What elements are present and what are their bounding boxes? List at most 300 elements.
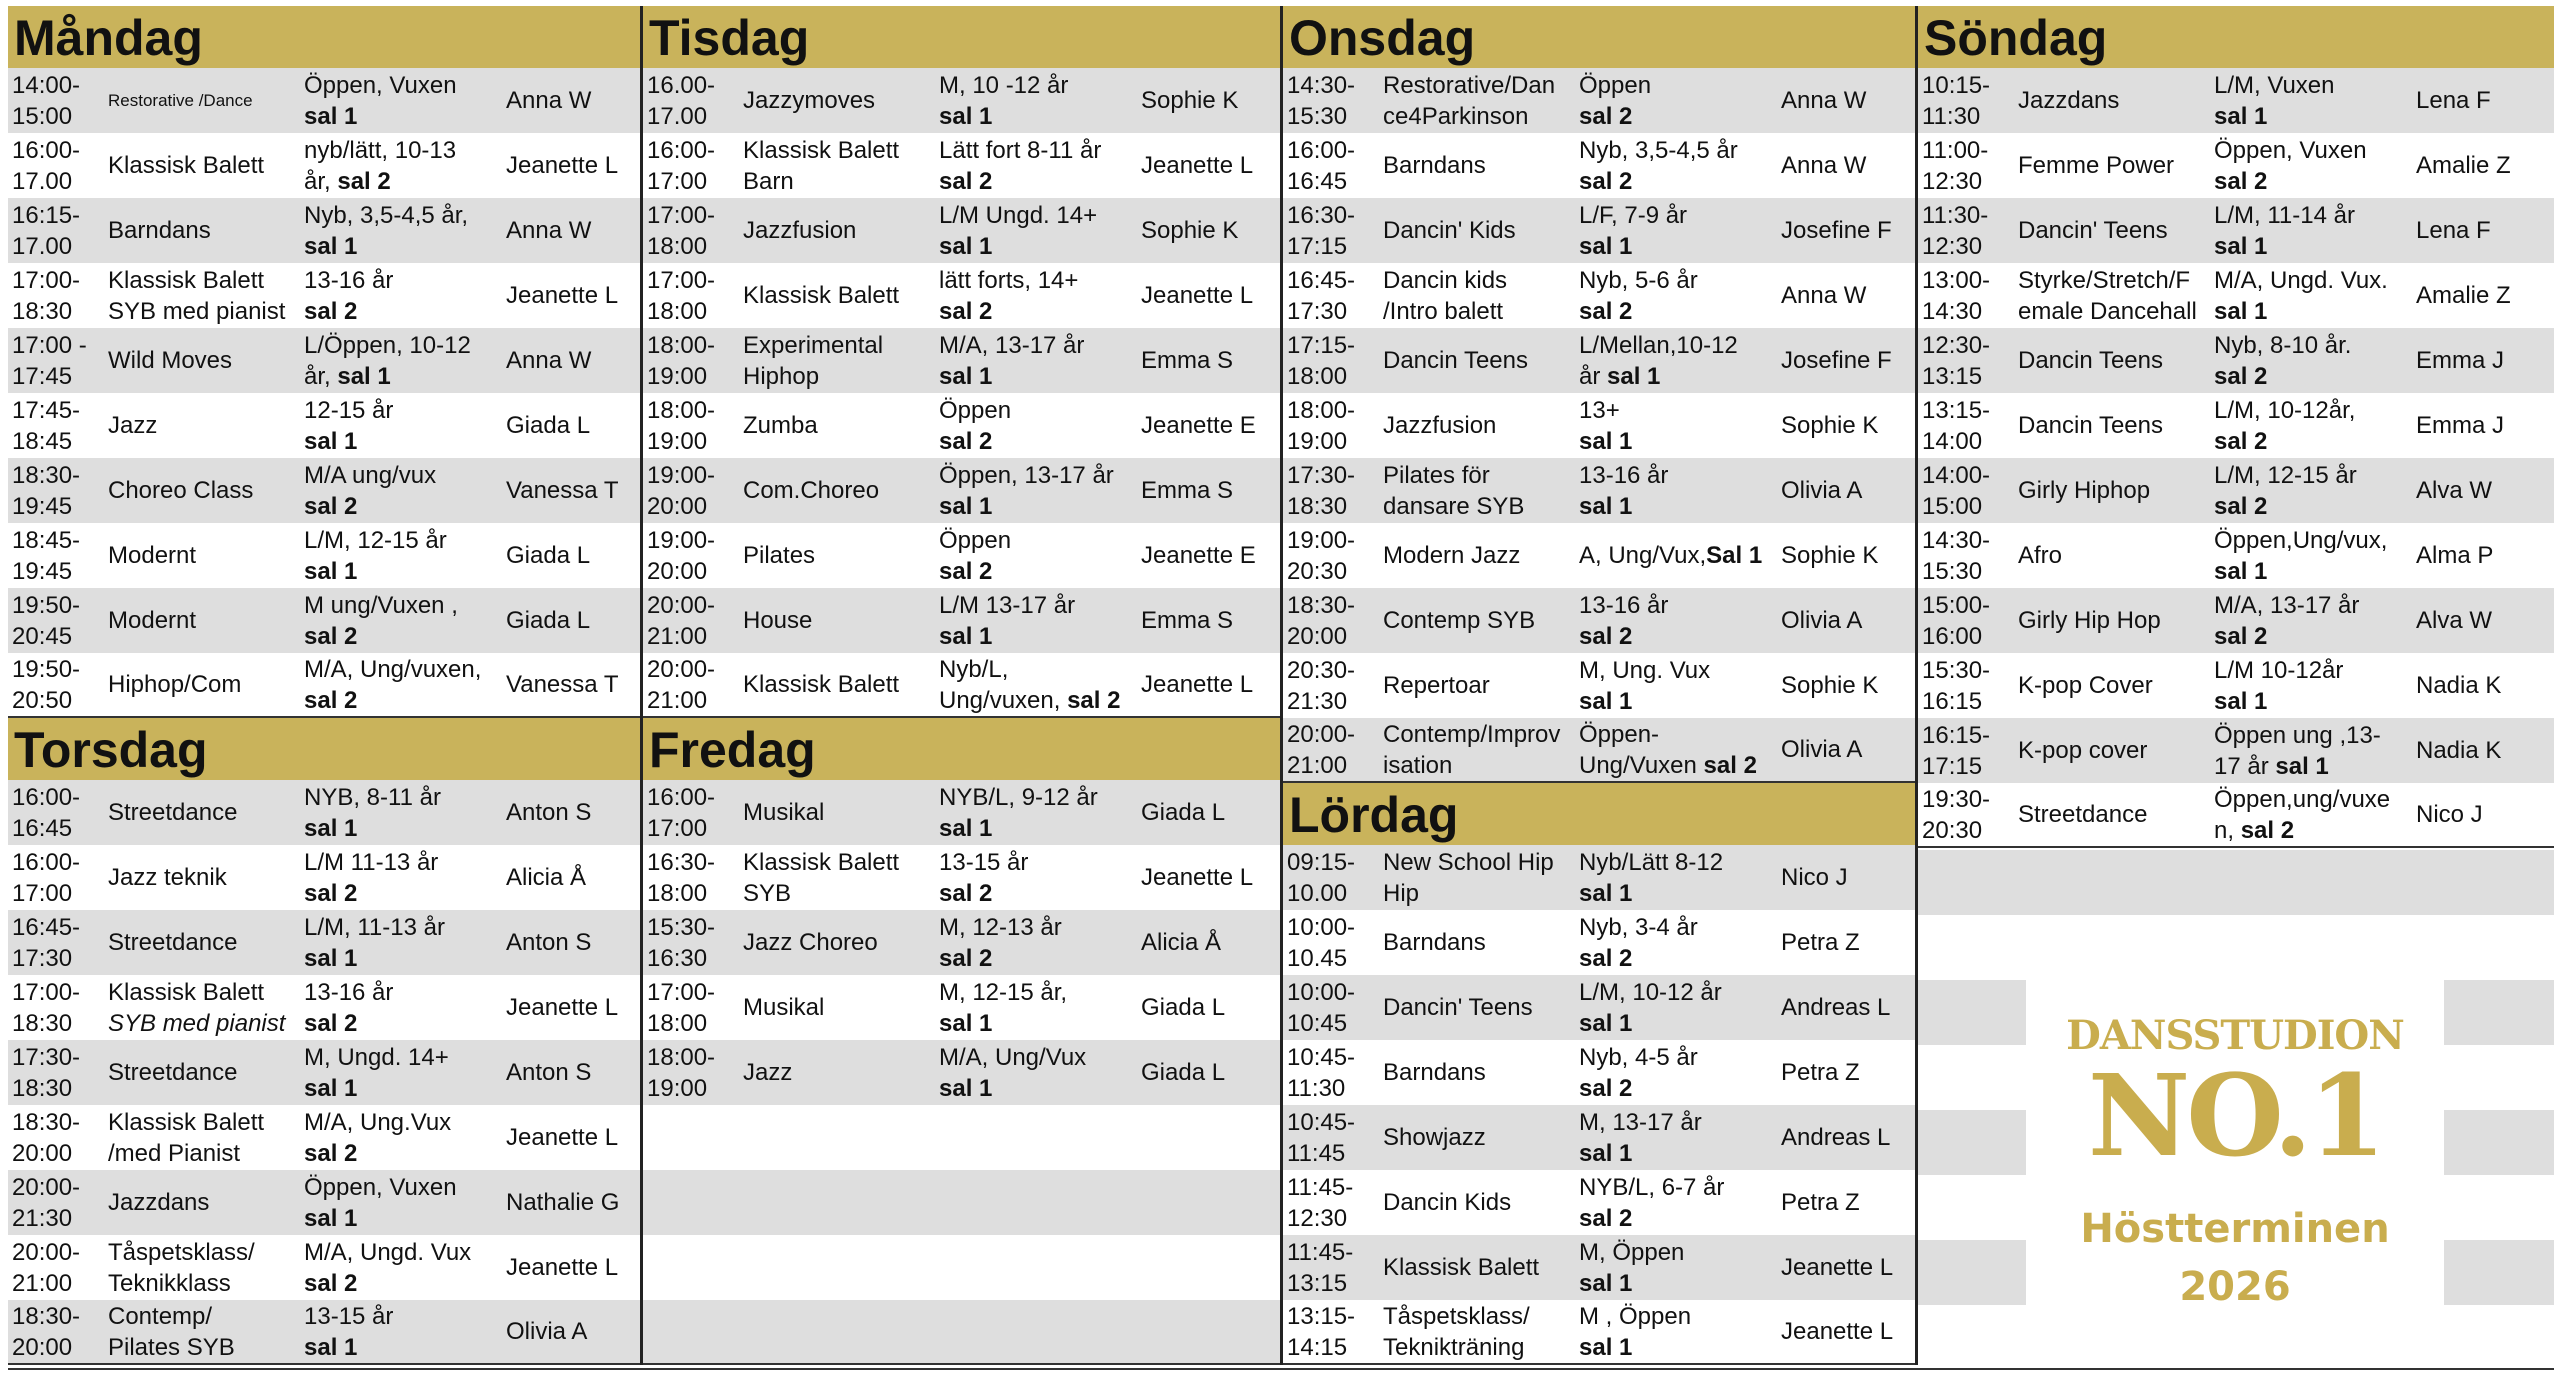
time-end: 17:15 bbox=[1922, 752, 1983, 780]
class-name bbox=[106, 1187, 304, 1218]
instructor-name: Petra Z bbox=[1781, 929, 1860, 956]
class-name bbox=[106, 85, 304, 116]
room-label: sal 1 bbox=[337, 362, 391, 390]
level-text: Öppen bbox=[939, 526, 1012, 554]
class-level bbox=[2214, 395, 2412, 457]
room-label: sal 1 bbox=[939, 362, 993, 390]
class-row bbox=[1918, 198, 2554, 263]
level-line1 bbox=[1579, 135, 1777, 166]
class-name-line2: /Intro balett bbox=[1383, 297, 1504, 325]
level-text: 13+ bbox=[1579, 396, 1620, 424]
time-end: 17:30 bbox=[1287, 297, 1348, 325]
level-text: M/A, Ung.Vux bbox=[304, 1108, 452, 1136]
class-time bbox=[1283, 912, 1381, 974]
class-time bbox=[1283, 200, 1381, 262]
level-text: L/Mellan,10-12 bbox=[1579, 331, 1738, 359]
class-name bbox=[741, 605, 939, 636]
level-line1 bbox=[2214, 590, 2412, 621]
class-name-line1: Jazzymoves bbox=[743, 87, 876, 114]
time-start: 19:30- bbox=[1922, 785, 1991, 813]
time-start: 16:00- bbox=[647, 136, 716, 164]
time-end: 18:30 bbox=[1287, 492, 1348, 520]
instructor-name: Anna W bbox=[1781, 282, 1867, 309]
class-name-line1: Styrke/Stretch/F bbox=[2018, 266, 2191, 294]
class-time bbox=[1918, 265, 2016, 327]
class-level bbox=[2214, 525, 2412, 587]
time-end: 19:00 bbox=[647, 427, 708, 455]
class-name bbox=[2016, 799, 2214, 830]
class-row bbox=[643, 133, 1280, 198]
instructor-name: Anna W bbox=[1781, 87, 1867, 114]
instructor-name: Alva W bbox=[2416, 607, 2493, 634]
room-label: sal 2 bbox=[304, 879, 358, 907]
instructor-name: Jeanette L bbox=[506, 994, 619, 1021]
instructor-name: Jeanette L bbox=[506, 152, 619, 179]
time-start: 18:00- bbox=[647, 331, 716, 359]
class-level bbox=[304, 782, 502, 844]
level-line1 bbox=[1579, 70, 1777, 101]
class-level bbox=[939, 330, 1137, 392]
level-text: L/M, 10-12 år bbox=[1579, 978, 1722, 1006]
class-time bbox=[643, 70, 741, 132]
level-line1 bbox=[1579, 1042, 1777, 1073]
room-label: sal 1 bbox=[939, 492, 993, 520]
class-name bbox=[2016, 670, 2214, 701]
class-name bbox=[1381, 1301, 1579, 1363]
class-row bbox=[8, 780, 640, 845]
class-time bbox=[8, 1107, 106, 1169]
time-start: 15:30- bbox=[1922, 656, 1991, 684]
class-name bbox=[1381, 70, 1579, 132]
level-line1 bbox=[304, 1172, 502, 1203]
instructor-name: Vanessa T bbox=[506, 671, 619, 698]
class-row bbox=[1918, 328, 2554, 393]
class-name-line1: Klassisk Balett bbox=[108, 152, 265, 179]
class-row bbox=[1918, 718, 2554, 783]
time-start: 16.00- bbox=[647, 71, 716, 99]
class-level bbox=[2214, 330, 2412, 392]
class-name-line1: Klassisk Balett bbox=[743, 848, 900, 876]
time-start: 19:50- bbox=[12, 591, 81, 619]
time-start: 20:30- bbox=[1287, 656, 1356, 684]
class-row bbox=[643, 393, 1280, 458]
instructor-name: Nadia K bbox=[2416, 672, 2502, 699]
level-text: 12-15 år bbox=[304, 396, 394, 424]
level-text: nyb/lätt, 10-13 bbox=[304, 136, 457, 164]
class-time bbox=[643, 395, 741, 457]
room-label: sal 2 bbox=[304, 1269, 358, 1297]
instructor-name: Andreas L bbox=[1781, 1124, 1891, 1151]
time-start: 14:00- bbox=[1922, 461, 1991, 489]
level-line1 bbox=[939, 912, 1137, 943]
instructor-name: Sophie K bbox=[1141, 217, 1239, 244]
class-row bbox=[1283, 1235, 1915, 1300]
level-line2 bbox=[304, 101, 502, 132]
room-label: sal 1 bbox=[1607, 362, 1661, 390]
class-name bbox=[1381, 719, 1579, 781]
instructor-name: Anna W bbox=[506, 217, 592, 244]
level-line2 bbox=[2214, 361, 2412, 392]
level-line2 bbox=[939, 878, 1137, 909]
level-text: lätt forts, 14+ bbox=[939, 266, 1079, 294]
time-start: 10:15- bbox=[1922, 71, 1991, 99]
instructor-name: Petra Z bbox=[1781, 1059, 1860, 1086]
class-name-line1: Experimental bbox=[743, 331, 884, 359]
level-line1 bbox=[304, 70, 502, 101]
class-row bbox=[8, 975, 640, 1040]
class-level bbox=[304, 590, 502, 652]
class-time bbox=[8, 912, 106, 974]
room-label: sal 2 bbox=[939, 427, 993, 455]
room-label: sal 2 bbox=[2214, 167, 2268, 195]
class-row bbox=[1283, 588, 1915, 653]
room-label: sal 1 bbox=[304, 1333, 358, 1361]
day-header: Måndag bbox=[8, 6, 640, 68]
level-line2 bbox=[1579, 231, 1777, 262]
instructor-name: Anton S bbox=[506, 1059, 592, 1086]
level-line1 bbox=[304, 1237, 502, 1268]
class-name bbox=[741, 475, 939, 506]
time-start: 16:00- bbox=[12, 136, 81, 164]
class-level bbox=[1579, 1172, 1777, 1234]
room-label: sal 1 bbox=[939, 1009, 993, 1037]
instructor-name: Jeanette L bbox=[1141, 152, 1254, 179]
class-name bbox=[1381, 992, 1579, 1023]
class-time bbox=[643, 912, 741, 974]
class-name bbox=[2016, 540, 2214, 571]
level-text: M, Öppen bbox=[1579, 1238, 1685, 1266]
level-text: Lätt fort 8-11 år bbox=[939, 136, 1102, 164]
room-label: sal 2 bbox=[939, 879, 993, 907]
time-end: 18:00 bbox=[1287, 362, 1348, 390]
class-time bbox=[1283, 525, 1381, 587]
level-text: M/A ung/vux bbox=[304, 461, 437, 489]
level-line1 bbox=[304, 330, 502, 361]
class-name-line1: Showjazz bbox=[1383, 1124, 1486, 1151]
level-line2 bbox=[304, 1332, 502, 1363]
class-row bbox=[643, 588, 1280, 653]
level-text: Nyb/L, bbox=[939, 655, 1009, 683]
time-start: 16:00- bbox=[647, 783, 716, 811]
level-line2 bbox=[939, 491, 1137, 522]
level-line2 bbox=[939, 166, 1137, 197]
class-name-line1: Restorative /Dance bbox=[108, 91, 253, 110]
level-line1 bbox=[304, 977, 502, 1008]
time-end: 18:45 bbox=[12, 427, 73, 455]
class-row bbox=[8, 1105, 640, 1170]
class-time bbox=[643, 590, 741, 652]
time-end: 17:45 bbox=[12, 362, 73, 390]
time-start: 18:00- bbox=[647, 396, 716, 424]
time-start: 11:45- bbox=[1287, 1173, 1354, 1201]
class-name-line1: Modern Jazz bbox=[1383, 542, 1521, 569]
class-level bbox=[1579, 265, 1777, 327]
room-label: sal 2 bbox=[939, 297, 993, 325]
level-text: M/A, 13-17 år bbox=[2214, 591, 2360, 619]
level-line2 bbox=[304, 491, 502, 522]
level-line1 bbox=[939, 525, 1137, 556]
class-time bbox=[643, 460, 741, 522]
class-time bbox=[1283, 847, 1381, 909]
class-level bbox=[1579, 847, 1777, 909]
time-end: 20:00 bbox=[12, 1139, 73, 1167]
level-line2 bbox=[304, 685, 502, 716]
level-text-cont: Ung/vuxen, bbox=[939, 686, 1061, 714]
time-start: 17:45- bbox=[12, 396, 81, 424]
time-start: 13:15- bbox=[1922, 396, 1991, 424]
class-name-line1: Klassisk Balett bbox=[108, 978, 265, 1006]
time-start: 13:00- bbox=[1922, 266, 1991, 294]
class-name-line1: Zumba bbox=[743, 412, 818, 439]
room-label: sal 2 bbox=[304, 622, 358, 650]
class-level bbox=[304, 70, 502, 132]
class-row bbox=[1283, 133, 1915, 198]
class-name-line1: Dancin Kids bbox=[1383, 1189, 1512, 1216]
level-line1 bbox=[939, 1042, 1137, 1073]
class-row bbox=[1283, 263, 1915, 328]
room-label: sal 2 bbox=[304, 1009, 358, 1037]
instructor-name: Alicia Å bbox=[1141, 929, 1222, 956]
time-start: 11:00- bbox=[1922, 136, 1989, 164]
time-start: 13:15- bbox=[1287, 1302, 1356, 1330]
level-line2 bbox=[939, 101, 1137, 132]
class-row bbox=[8, 393, 640, 458]
time-end: 17:00 bbox=[647, 814, 708, 842]
level-line1 bbox=[1579, 847, 1777, 878]
class-row bbox=[8, 1300, 640, 1365]
class-name-line1: Pilates för bbox=[1383, 461, 1490, 489]
level-text: Öppen, Vuxen bbox=[304, 71, 457, 99]
time-start: 10:45- bbox=[1287, 1108, 1356, 1136]
level-line2 bbox=[1579, 621, 1777, 652]
brand-logo-number: NO.1 bbox=[2087, 1051, 2383, 1182]
class-time bbox=[1283, 70, 1381, 132]
class-level bbox=[1579, 200, 1777, 262]
instructor-name: Jeanette L bbox=[1781, 1254, 1894, 1281]
class-name-line1: Restorative/Dan bbox=[1383, 71, 1556, 99]
instructor-name: Sophie K bbox=[1781, 412, 1879, 439]
level-line1 bbox=[939, 395, 1137, 426]
class-level bbox=[304, 1042, 502, 1104]
class-name bbox=[741, 215, 939, 246]
class-time bbox=[1283, 1107, 1381, 1169]
level-line1 bbox=[2214, 70, 2412, 101]
level-line1 bbox=[304, 847, 502, 878]
room-label: sal 2 bbox=[1579, 944, 1633, 972]
level-text: L/M, 11-13 år bbox=[304, 913, 445, 941]
class-row bbox=[1283, 1300, 1915, 1365]
class-level bbox=[1579, 330, 1777, 392]
room-label: sal 2 bbox=[939, 944, 993, 972]
level-line1 bbox=[304, 654, 502, 685]
class-level bbox=[939, 654, 1137, 716]
class-row bbox=[643, 1300, 1280, 1365]
instructor-name: Emma J bbox=[2416, 347, 2505, 374]
time-start: 11:30- bbox=[1922, 201, 1989, 229]
class-name-line1: Dancin Teens bbox=[2018, 347, 2163, 374]
level-line1 bbox=[1579, 395, 1777, 426]
time-end: 10.45 bbox=[1287, 944, 1348, 972]
class-row bbox=[8, 198, 640, 263]
class-row bbox=[1918, 133, 2554, 198]
instructor-name: Josefine F bbox=[1781, 217, 1892, 244]
class-name bbox=[1381, 1122, 1579, 1153]
time-end: 12:30 bbox=[1287, 1204, 1348, 1232]
level-line2 bbox=[1579, 1008, 1777, 1039]
class-name-line1: Barndans bbox=[1383, 929, 1486, 956]
class-level bbox=[1579, 70, 1777, 132]
time-end: 17:15 bbox=[1287, 232, 1348, 260]
level-text: Nyb, 3,5-4,5 år, bbox=[304, 201, 469, 229]
level-text: Öppen, Vuxen bbox=[304, 1173, 457, 1201]
class-name-line1: Dancin kids bbox=[1383, 266, 1508, 294]
class-time bbox=[8, 590, 106, 652]
level-line1 bbox=[1579, 200, 1777, 231]
room-label: sal 1 bbox=[939, 622, 993, 650]
class-name-line1: Jazz bbox=[108, 412, 158, 439]
instructor-name: Josefine F bbox=[1781, 347, 1892, 374]
level-text: Öppen,Ung/vux, bbox=[2214, 526, 2388, 554]
class-level bbox=[304, 1301, 502, 1363]
level-line1 bbox=[304, 1042, 502, 1073]
time-start: 17:00 - bbox=[12, 331, 87, 359]
class-name-line1: Streetdance bbox=[108, 929, 238, 956]
class-name bbox=[741, 927, 939, 958]
level-line1 bbox=[2214, 265, 2412, 296]
class-level bbox=[1579, 719, 1777, 781]
level-line2 bbox=[939, 943, 1137, 974]
room-label: sal 1 bbox=[2214, 102, 2268, 130]
room-label: sal 2 bbox=[1579, 297, 1633, 325]
room-label: sal 1 bbox=[304, 232, 358, 260]
class-time bbox=[1918, 590, 2016, 652]
time-end: 13:15 bbox=[1922, 362, 1983, 390]
time-end: 21:00 bbox=[647, 686, 708, 714]
class-level bbox=[939, 460, 1137, 522]
level-line2 bbox=[1579, 1138, 1777, 1169]
class-level bbox=[939, 525, 1137, 587]
class-time bbox=[1283, 1172, 1381, 1234]
level-line1 bbox=[939, 782, 1137, 813]
class-name-line1: Choreo Class bbox=[108, 477, 254, 504]
class-row bbox=[643, 328, 1280, 393]
class-row bbox=[643, 1040, 1280, 1105]
class-time bbox=[1918, 525, 2016, 587]
time-end: 19:00 bbox=[647, 362, 708, 390]
instructor-name: Jeanette L bbox=[1141, 671, 1254, 698]
level-line1 bbox=[304, 1107, 502, 1138]
time-end: 12:30 bbox=[1922, 232, 1983, 260]
class-name bbox=[741, 797, 939, 828]
class-level bbox=[939, 200, 1137, 262]
room-label: sal 1 bbox=[304, 1204, 358, 1232]
level-line2 bbox=[939, 685, 1137, 716]
class-row bbox=[643, 263, 1280, 328]
time-start: 17:00- bbox=[647, 201, 716, 229]
time-start: 16:45- bbox=[1287, 266, 1356, 294]
class-name bbox=[741, 540, 939, 571]
level-text: Nyb, 4-5 år bbox=[1579, 1043, 1698, 1071]
instructor-name: Giada L bbox=[506, 412, 591, 439]
level-line1 bbox=[2214, 655, 2412, 686]
level-line2 bbox=[1579, 1203, 1777, 1234]
class-name bbox=[106, 797, 304, 828]
time-end: 19:00 bbox=[1287, 427, 1348, 455]
class-level bbox=[939, 782, 1137, 844]
level-line2 bbox=[304, 296, 502, 327]
level-text: L/F, 7-9 år bbox=[1579, 201, 1688, 229]
time-end: 21:00 bbox=[12, 1269, 73, 1297]
instructor-name: Nadia K bbox=[2416, 737, 2502, 764]
class-name-line1: K-pop cover bbox=[2018, 737, 2148, 764]
term-label: Höstterminen bbox=[2080, 1206, 2390, 1252]
level-line2 bbox=[1579, 686, 1777, 717]
class-row bbox=[1918, 653, 2554, 718]
instructor-name: Anton S bbox=[506, 929, 592, 956]
instructor-name: Alva W bbox=[2416, 477, 2493, 504]
level-line2 bbox=[2214, 296, 2412, 327]
class-row bbox=[1283, 845, 1915, 910]
level-text: Öppen bbox=[1579, 71, 1652, 99]
level-text: L/M, 12-15 år bbox=[304, 526, 447, 554]
class-level bbox=[304, 135, 502, 197]
class-name-line1: Tåspetsklass/ bbox=[1383, 1302, 1530, 1330]
class-name-line1: Dancin Teens bbox=[1383, 347, 1528, 374]
stripe bbox=[1918, 850, 2554, 915]
class-row bbox=[1283, 523, 1915, 588]
level-line1 bbox=[1579, 1172, 1777, 1203]
level-text: L/M 10-12år bbox=[2214, 656, 2344, 684]
instructor-name: Giada L bbox=[1141, 799, 1226, 826]
day-column bbox=[1283, 6, 1918, 1365]
day-column bbox=[1918, 6, 2554, 848]
class-row bbox=[1283, 458, 1915, 523]
class-row bbox=[643, 975, 1280, 1040]
room-label: sal 2 bbox=[1579, 1074, 1633, 1102]
level-text: A, Ung/Vux, bbox=[1579, 542, 1707, 569]
instructor-name: Olivia A bbox=[506, 1318, 588, 1345]
instructor-name: Jeanette L bbox=[506, 1254, 619, 1281]
logo-panel bbox=[1918, 850, 2554, 1368]
time-end: 18:00 bbox=[647, 879, 708, 907]
class-name bbox=[106, 1057, 304, 1088]
room-label: sal 1 bbox=[2214, 232, 2268, 260]
time-start: 20:00- bbox=[1287, 720, 1356, 748]
level-text-cont: år bbox=[1579, 362, 1601, 390]
class-name-line2: ce4Parkinson bbox=[1383, 102, 1529, 130]
class-name-line1: Klassisk Balett bbox=[1383, 1254, 1540, 1281]
level-text-cont: år, bbox=[304, 362, 331, 390]
class-name-line1: Dancin Teens bbox=[2018, 412, 2163, 439]
class-time bbox=[1918, 200, 2016, 262]
time-end: 17.00 bbox=[12, 167, 73, 195]
time-start: 11:45- bbox=[1287, 1238, 1354, 1266]
class-row bbox=[8, 588, 640, 653]
class-row bbox=[1283, 718, 1915, 783]
time-start: 15:30- bbox=[647, 913, 716, 941]
room-label: sal 2 bbox=[1579, 1204, 1633, 1232]
level-line2 bbox=[304, 556, 502, 587]
room-label: sal 2 bbox=[1579, 102, 1633, 130]
class-time bbox=[1918, 720, 2016, 782]
level-line1 bbox=[939, 460, 1137, 491]
instructor-name: Anna W bbox=[506, 347, 592, 374]
level-text: Öppen, Vuxen bbox=[2214, 136, 2367, 164]
class-name-line1: Hiphop/Com bbox=[108, 671, 242, 698]
class-time bbox=[8, 1237, 106, 1299]
class-name bbox=[106, 475, 304, 506]
level-line1 bbox=[1579, 540, 1777, 571]
